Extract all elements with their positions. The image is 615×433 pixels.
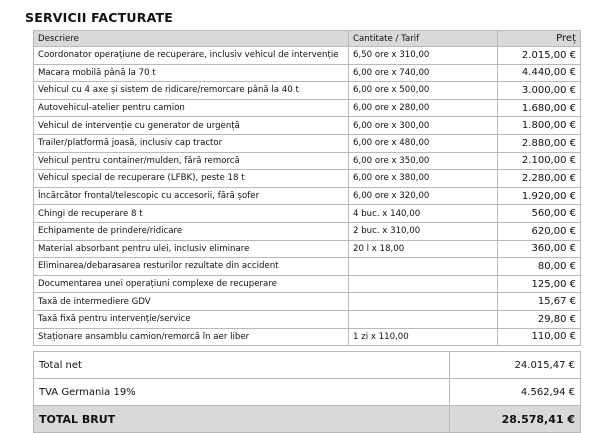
cell-price: 80,00 €: [498, 258, 581, 276]
table-row: [34, 258, 581, 276]
cell-quantity: 6,00 ore x 320,00: [349, 187, 498, 205]
cell-quantity: 6,00 ore x 300,00: [349, 117, 498, 135]
total-net-row: [34, 352, 581, 379]
table-row: [34, 205, 581, 223]
services-table: [33, 30, 581, 346]
column-header-description: Descriere: [34, 31, 349, 47]
cell-price: 560,00 €: [498, 205, 581, 223]
section-title: SERVICII FACTURATE: [25, 10, 173, 25]
cell-quantity: 4 buc. x 140,00: [349, 205, 498, 223]
table-row: [34, 152, 581, 170]
total-net-label: Total net: [34, 352, 450, 379]
total-gross-value: 28.578,41 €: [450, 406, 581, 433]
cell-quantity: 2 buc. x 310,00: [349, 222, 498, 240]
cell-description: Eliminarea/debarasarea resturilor rezultate din accident: [34, 258, 349, 276]
cell-description: Vehicul special de recuperare (LFBK), peste 18 t: [34, 170, 349, 188]
cell-price: 29,80 €: [498, 310, 581, 328]
cell-price: 1.920,00 €: [498, 187, 581, 205]
cell-description: Coordonator operațiune de recuperare, inclusiv vehicul de intervenție: [34, 47, 349, 65]
cell-price: 4.440,00 €: [498, 64, 581, 82]
table-row: [34, 170, 581, 188]
table-row: [34, 222, 581, 240]
cell-price: 620,00 €: [498, 222, 581, 240]
cell-description: Vehicul cu 4 axe și sistem de ridicare/remorcare până la 40 t: [34, 82, 349, 100]
cell-description: Material absorbant pentru ulei, inclusiv eliminare: [34, 240, 349, 258]
cell-description: Chingi de recuperare 8 t: [34, 205, 349, 223]
cell-price: 125,00 €: [498, 275, 581, 293]
cell-price: 15,67 €: [498, 293, 581, 311]
cell-quantity: [349, 275, 498, 293]
table-row: [34, 187, 581, 205]
cell-quantity: 6,00 ore x 500,00: [349, 82, 498, 100]
table-row: [34, 47, 581, 65]
cell-description: Încărcător frontal/telescopic cu accesorii, fără șofer: [34, 187, 349, 205]
cell-price: 1.800,00 €: [498, 117, 581, 135]
cell-description: Trailer/platformă joasă, inclusiv cap tractor: [34, 134, 349, 152]
cell-description: Macara mobilă până la 70 t: [34, 64, 349, 82]
cell-quantity: [349, 310, 498, 328]
table-row: [34, 293, 581, 311]
cell-description: Vehicul pentru container/mulden, fără remorcă: [34, 152, 349, 170]
table-row: [34, 310, 581, 328]
cell-description: Echipamente de prindere/ridicare: [34, 222, 349, 240]
cell-quantity: 6,00 ore x 480,00: [349, 134, 498, 152]
cell-quantity: [349, 258, 498, 276]
cell-description: Autovehicul-atelier pentru camion: [34, 99, 349, 117]
table-row: [34, 275, 581, 293]
table-row: [34, 64, 581, 82]
table-row: [34, 82, 581, 100]
cell-quantity: 6,00 ore x 350,00: [349, 152, 498, 170]
column-header-quantity: Cantitate / Tarif: [349, 31, 498, 47]
cell-quantity: [349, 293, 498, 311]
table-header-row: [34, 31, 581, 47]
cell-description: Staționare ansamblu camion/remorcă în aer liber: [34, 328, 349, 346]
cell-quantity: 20 l x 18,00: [349, 240, 498, 258]
cell-description: Taxă fixă pentru intervenție/service: [34, 310, 349, 328]
column-header-price: Preț: [498, 31, 581, 47]
vat-row: [34, 379, 581, 406]
vat-label: TVA Germania 19%: [34, 379, 450, 406]
table-row: [34, 240, 581, 258]
cell-quantity: 6,00 ore x 280,00: [349, 99, 498, 117]
vat-value: 4.562,94 €: [450, 379, 581, 406]
cell-price: 2.015,00 €: [498, 47, 581, 65]
table-row: [34, 134, 581, 152]
cell-quantity: 6,00 ore x 380,00: [349, 170, 498, 188]
total-net-value: 24.015,47 €: [450, 352, 581, 379]
cell-price: 2.100,00 €: [498, 152, 581, 170]
cell-price: 3.000,00 €: [498, 82, 581, 100]
table-row: [34, 328, 581, 346]
table-row: [34, 99, 581, 117]
cell-quantity: 6,00 ore x 740,00: [349, 64, 498, 82]
cell-price: 2.880,00 €: [498, 134, 581, 152]
cell-quantity: 1 zi x 110,00: [349, 328, 498, 346]
cell-price: 1.680,00 €: [498, 99, 581, 117]
cell-price: 360,00 €: [498, 240, 581, 258]
table-row: [34, 117, 581, 135]
cell-price: 110,00 €: [498, 328, 581, 346]
cell-description: Vehicul de intervenție cu generator de urgență: [34, 117, 349, 135]
cell-price: 2.280,00 €: [498, 170, 581, 188]
cell-description: Documentarea unei operațiuni complexe de recuperare: [34, 275, 349, 293]
cell-quantity: 6,50 ore x 310,00: [349, 47, 498, 65]
cell-description: Taxă de intermediere GDV: [34, 293, 349, 311]
total-gross-label: TOTAL BRUT: [34, 406, 450, 433]
totals-table: [33, 351, 581, 433]
